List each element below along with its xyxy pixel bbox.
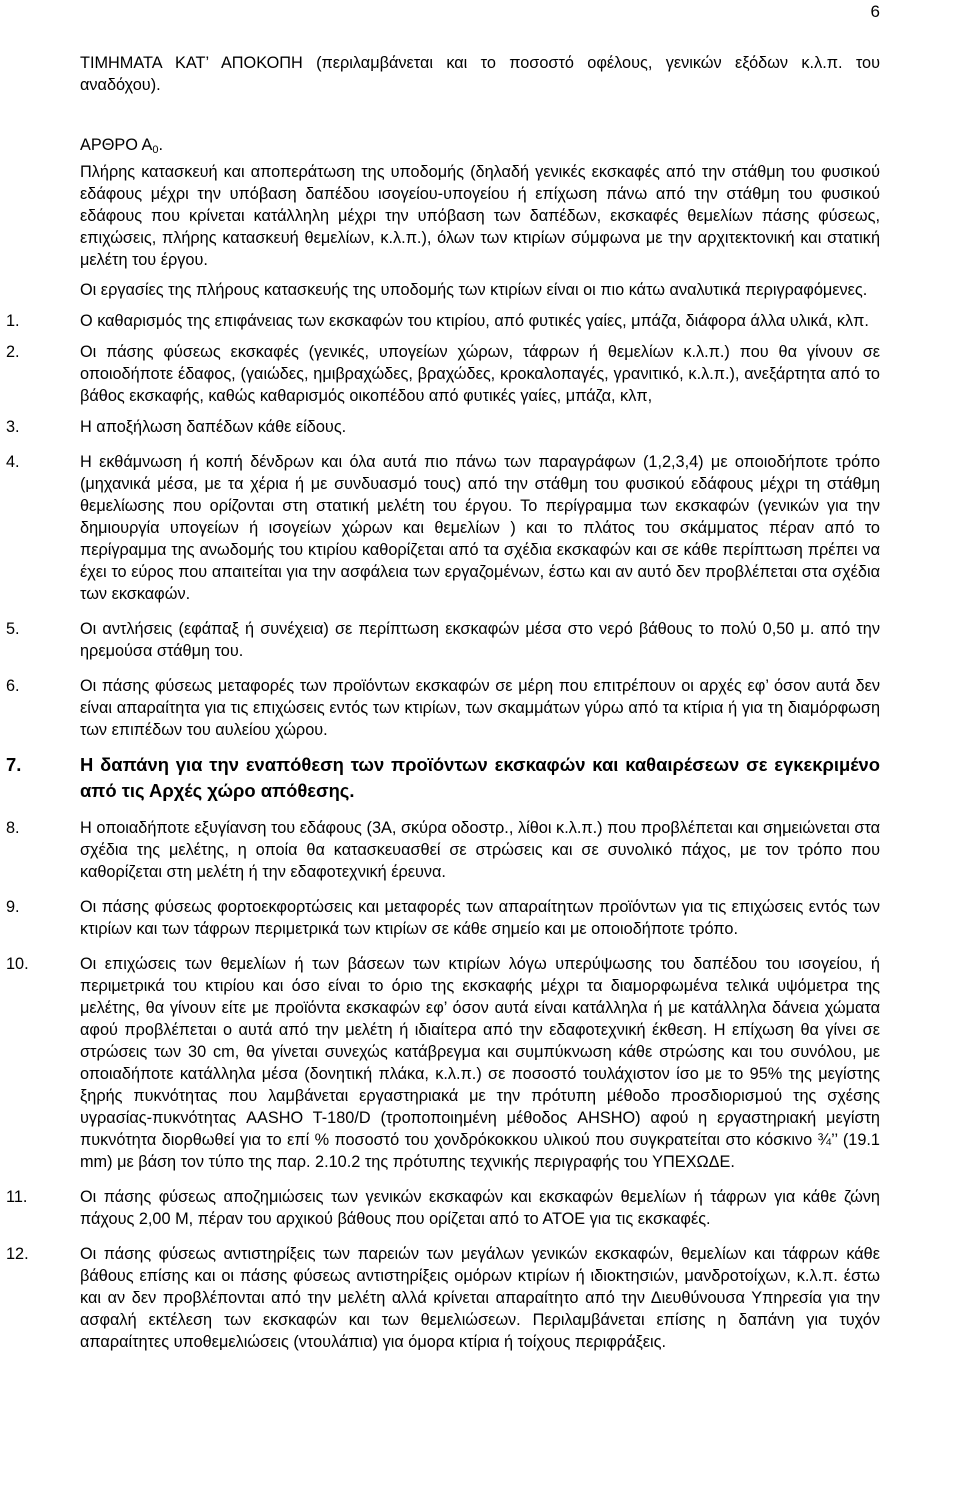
list-item [6,451,880,605]
list-item-number: 5. [6,620,20,638]
list-item [6,416,880,438]
list-item-number: 11. [6,1188,28,1206]
list-item-text: Η εκθάμνωση ή κοπή δένδρων και όλα αυτά πιο πάνω των παραγράφων (1,2,3,4) με οποιοδήποτε τρόπο (μηχανικά μέσα, με τα χέρια ή με συνδυασμό τους) από την στάθμη του φυσικού εδάφους μέχρι τη στάθμη θεμελίωσης που ορίζονται στη στατική μελέτη του έργου. Το περίγραμμα των εκσκαφών (γενικών για την δημιουργία υπογείων ή ισογείων χώρων και θεμελίων ) και το πλάτος του σκάμματος πέραν από το περίγραμμα της ανωδομής του κτιρίου καθορίζεται από τα σχέδια εκσκαφών και σε κάθε περίπτωση πρέπει να έχει το εύρος που απαιτείται για την ασφάλεια των εργαζομένων, έστω και αν αυτό δεν προβλέπεται στα σχέδια των εκσκαφών. [80,453,880,603]
article-heading [80,134,880,161]
list-item [6,1243,880,1353]
list-item [6,675,880,741]
list-item-number: 8. [6,819,20,837]
list-item [6,310,880,332]
list-item-text: Οι επιχώσεις των θεμελίων ή των βάσεων των κτιρίων λόγω υπερύψωσης του δαπέδου του ισογείου, ή περιμετρικά του κτιρίου και όσο είναι το όριο της εκσκαφής μέχρι τα διαμορφωμένα τελικά υψόμετρα της μελέτης, θα γίνουν είτε με προϊόντα εκσκαφών εφ’ όσον αυτά είναι κατάλληλα ή με κατάλληλα δάνεια χώματα αφού προβλέπεται ο αυτά από την μελέτη ή ιδιαίτερα από την εδαφοτεχνική έκθεση. Η επίχωση θα γίνει σε στρώσεις των 30 cm, θα γίνεται συνεχώς κατάβρεγμα και συμπύκνωση κάθε στρώσης και του συνόλου, με οποιαδήποτε κατάλληλα μέσα (δονητική πλάκα, κ.λ.π.) σε ποσοστό τουλάχιστον ίσο με το 95% της μεγίστης ξηρής πυκνότητας που λαμβάνεται εργαστηριακά με την πρότυπη μέθοδο προσδιορισμού της σχέσης υγρασίας-πυκνότητας AASHO T-180/D (τροποποιημένη μέθοδος AHSHO) αφού η εργαστηριακή μεγίστη πυκνότητα διορθωθεί για το επί % ποσοστό του χονδρόκοκκου υλικού που συγκρατείται στο κόσκινο ¾’’ (19.1 mm) με βάση τον τύπο της παρ. 2.10.2 της πρότυπης τεχνικής περιγραφής του ΥΠΕΧΩΔΕ. [80,955,880,1171]
list-item-number: 1. [6,312,20,330]
list-item-text: Οι πάσης φύσεως μεταφορές των προϊόντων εκσκαφών σε μέρη που επιτρέπουν οι αρχές εφ’ όσον αυτά δεν είναι απαραίτητα για τις επιχώσεις εντός των κτιρίων, των σκαμμάτων γύρω από τα κτίρια ή για τη διαμόρφωση των επιπέδων του αυλείου χώρου. [80,677,880,739]
list-item-text: Η δαπάνη για την εναπόθεση των προϊόντων εκσκαφών και καθαιρέσεων σε εγκεκριμένο από τις Αρχές χώρο απόθεσης. [80,754,880,801]
list-item-number: 10. [6,955,29,973]
list-item-number: 9. [6,898,20,916]
list-item-text: Οι αντλήσεις (εφάπαξ ή συνέχεια) σε περίπτωση εκσκαφών μέσα στο νερό βάθους το πολύ 0,50 μ. από την ηρεμούσα στάθμη του. [80,620,880,660]
list-item-text: Η αποξήλωση δαπέδων κάθε είδους. [80,418,347,436]
list-item-text: Οι πάσης φύσεως εκσκαφές (γενικές, υπογείων χώρων, τάφρων ή θεμελίων κ.λ.π.) που θα γίνουν σε οποιοδήποτε έδαφος, (γαιώδες, ημιβραχώδες, βραχώδες, κροκαλοπαγές, γρανιτικό, κ.λ.π.), ανεξάρτητα από το βάθος εκσκαφής, καθώς καθαρισμός οικοπέδου από φυτικές γαίες, μπάζα, κλπ, [80,343,880,405]
section-title: ΤΙΜΗΜΑΤΑ ΚΑΤ’ ΑΠΟΚΟΠΗ (περιλαμβάνεται και το ποσοστό οφέλους, γενικών εξόδων κ.λ.π. του αναδόχου). [80,54,880,94]
list-item-text: Οι πάσης φύσεως αποζημιώσεις των γενικών εκσκαφών και εκσκαφών θεμελίων ή τάφρων για κάθε ζώνη πάχους 2,00 Μ, πέραν του αρχικού βάθους που ορίζεται από το ΑΤΟΕ για τις εκσκαφές. [80,1188,880,1228]
intro-paragraph-2: Οι εργασίες της πλήρους κατασκευής της υποδομής των κτιρίων είναι οι πιο κάτω αναλυτικά περιγραφόμενες. [80,281,868,299]
list-item-number: 2. [6,343,20,361]
page-number: 6 [870,2,880,21]
list-item [6,953,880,1173]
list-item [6,896,880,940]
article-subscript: 0 [152,144,159,156]
document-body [6,52,880,1353]
list-item-text: Η οποιαδήποτε εξυγίανση του εδάφους (3Α, σκύρα οδοστρ., λίθοι κ.λ.π.) που προβλέπεται και σημειώνεται στα σχέδια της μελέτης, η οποία θα κατασκευασθεί σε στρώσεις και σε συνολικό πάχος, με τον τρόπο που καθορίζεται στη μελέτη ή την εδαφοτεχνική έρευνα. [80,819,880,881]
intro-paragraph: Πλήρης κατασκευή και αποπεράτωση της υποδομής (δηλαδή γενικές εκσκαφές από την στάθμη του φυσικού εδάφους μέχρι την υπόβαση δαπέδου ισογείου-υπογείου ή επίχωση πάνω από την στάθμη του φυσικού εδάφους που κρίνεται κατάλληλη μέχρι την υπόβαση των δαπέδων, εκσκαφές θεμελίων πάσης φύσεως, επιχώσεις, πλήρης κατασκευή θεμελίων, κ.λ.π.), όλων των κτιρίων σύμφωνα με την αρχιτεκτονική και στατική μελέτη του έργου. [80,163,880,269]
article-suffix: . [158,136,164,154]
list-item [6,341,880,407]
list-item-number: 6. [6,677,20,695]
list-item-text: Οι πάσης φύσεως φορτοεκφορτώσεις και μεταφορές των απαραίτητων προϊόντων για τις επιχώσεις εντός των κτιρίων και των τάφρων περιμετρικά των κτιρίων σε κάθε σημείο και με οποιοδήποτε τρόπο. [80,898,880,938]
list-item [6,817,880,883]
list-item-emphasized [6,752,880,804]
list-item-number: 7. [6,754,22,775]
list-item-number: 4. [6,453,20,471]
article-label: ΑΡΘΡΟ Α [80,136,153,154]
list-item-number: 3. [6,418,20,436]
list-item-text: Οι πάσης φύσεως αντιστηρίξεις των παρειών των μεγάλων γενικών εκσκαφών, θεμελίων και τάφρων κάθε βάθους επίσης και οι πάσης φύσεως αντιστηρίξεις ομόρων κτιρίων ή ιδιοκτησιών, μανδροτοίχων, κ.λ.π. έστω και αν δεν προβλέπονται από την μελέτη αλλά κρίνεται απαραίτητο από την Διευθύνουσα Υπηρεσία για την ασφαλή εκτέλεση των εκσκαφών και των θεμελιώσεων. Περιλαμβάνεται επίσης η δαπάνη για τυχόν απαραίτητες υποθεμελιώσεις (ντουλάπια) για όμορα κτίρια ή τοίχους περιφράξεις. [80,1245,880,1351]
list-item-number: 12. [6,1245,29,1263]
list-item-text: Ο καθαρισμός της επιφάνειας των εκσκαφών του κτιρίου, από φυτικές γαίες, μπάζα, διάφορα άλλα υλικά, κλπ. [80,312,869,330]
list-item [6,1186,880,1230]
list-item [6,618,880,662]
